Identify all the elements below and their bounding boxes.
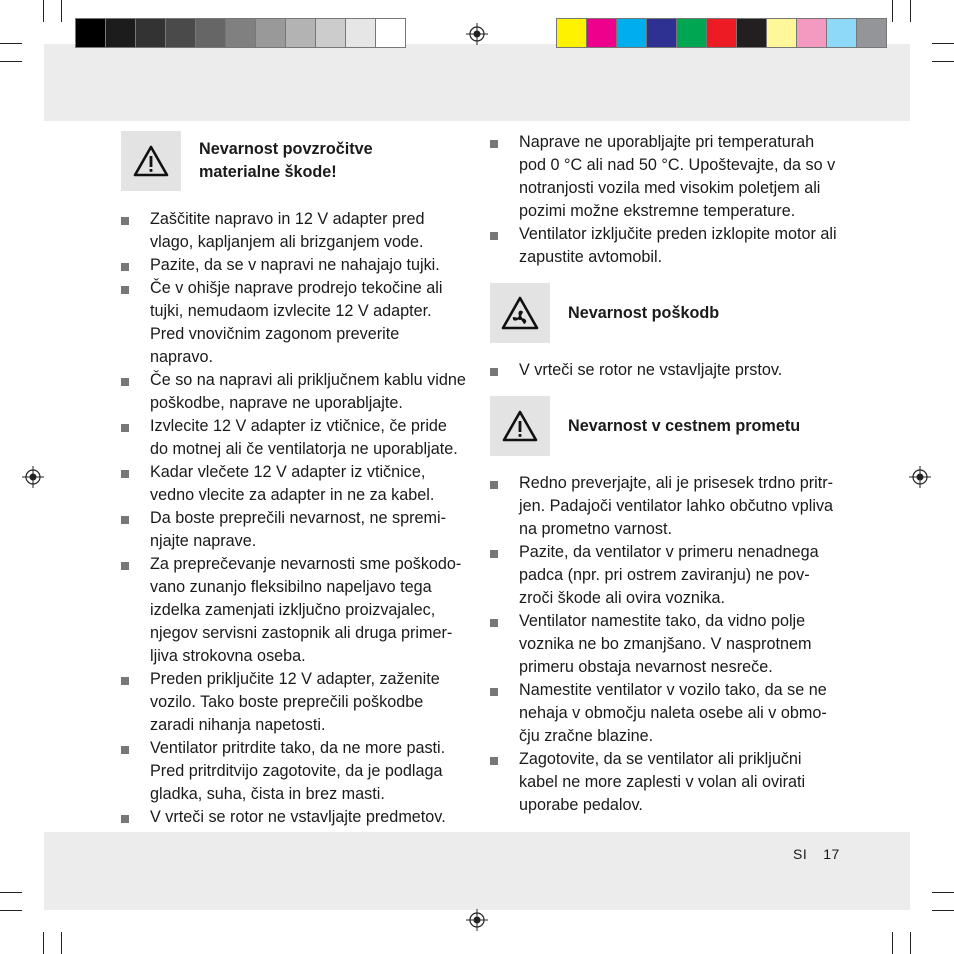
list-item <box>121 737 466 806</box>
square-bullet-icon <box>490 688 498 696</box>
crop-mark <box>61 0 62 22</box>
registration-mark-icon <box>22 466 44 488</box>
color-swatch <box>826 18 857 48</box>
list-item <box>121 553 466 668</box>
list-item-text: Preden priključite 12 V adapter, zaženite vozilo. Tako boste preprečili poškodbe zaradi nihanja napetosti. <box>150 670 440 734</box>
material-damage-warning <box>121 131 466 191</box>
bottom-band <box>44 832 910 910</box>
list-item-text: Če v ohišje naprave prodrejo tekočine ali tujki, nemudaom izvlecite 12 V adapter. Pred vnovičnim zagonom preverite napravo. <box>150 279 443 366</box>
color-swatch <box>225 18 256 48</box>
square-bullet-icon <box>121 677 129 685</box>
color-swatch <box>766 18 797 48</box>
right-bullet-list-top <box>490 131 840 269</box>
square-bullet-icon <box>490 232 498 240</box>
color-swatch <box>736 18 767 48</box>
square-bullet-icon <box>121 470 129 478</box>
list-item <box>121 461 466 507</box>
list-item <box>121 254 466 277</box>
list-item <box>121 806 466 829</box>
color-swatch <box>616 18 647 48</box>
color-swatch <box>646 18 677 48</box>
square-bullet-icon <box>490 550 498 558</box>
crop-mark <box>932 892 954 893</box>
list-item <box>490 748 840 817</box>
page-number-value: 17 <box>823 846 840 862</box>
color-swatch <box>315 18 346 48</box>
list-item-text: Pazite, da se v napravi ne nahajajo tujki. <box>150 256 440 274</box>
warning-icon-box <box>490 396 550 456</box>
color-swatch <box>255 18 286 48</box>
list-item <box>121 507 466 553</box>
list-item <box>490 223 840 269</box>
crop-mark <box>932 910 954 911</box>
list-item <box>490 472 840 541</box>
color-calibration-strip <box>556 18 886 48</box>
square-bullet-icon <box>121 562 129 570</box>
list-item <box>121 277 466 369</box>
right-column <box>490 131 840 817</box>
square-bullet-icon <box>121 263 129 271</box>
color-swatch <box>195 18 226 48</box>
left-column <box>121 131 466 829</box>
color-swatch <box>556 18 587 48</box>
language-code: SI <box>793 846 808 862</box>
list-item-text: Ventilator namestite tako, da vidno polje voznika ne bo zmanjšano. V nasprotnem primeru obstaja nevarnost nesreče. <box>519 612 812 676</box>
list-item <box>490 541 840 610</box>
list-item <box>121 208 466 254</box>
list-item <box>490 131 840 223</box>
list-item-text: Da boste preprečili nevarnost, ne spremi- njajte naprave. <box>150 509 447 550</box>
registration-mark-icon <box>909 466 931 488</box>
crop-mark <box>0 910 22 911</box>
grayscale-calibration-strip <box>75 18 405 48</box>
list-item-text: Ventilator pritrdite tako, da ne more pasti. Pred pritrditvijo zagotovite, da je podlaga gladka, suha, čista in brez masti. <box>150 739 446 803</box>
color-swatch <box>706 18 737 48</box>
square-bullet-icon <box>490 619 498 627</box>
color-swatch <box>796 18 827 48</box>
color-swatch <box>586 18 617 48</box>
warning-icon-box <box>121 131 181 191</box>
list-item <box>490 610 840 679</box>
right-bullet-list-traffic <box>490 472 840 817</box>
color-swatch <box>165 18 196 48</box>
square-bullet-icon <box>490 140 498 148</box>
list-item <box>121 369 466 415</box>
registration-mark-icon <box>466 23 488 45</box>
page-number <box>793 846 840 862</box>
color-swatch <box>856 18 887 48</box>
warning-title: Nevarnost poškodb <box>568 303 720 322</box>
list-item <box>121 668 466 737</box>
crop-mark <box>892 0 893 22</box>
crop-mark <box>910 932 911 954</box>
list-item-text: Če so na napravi ali priključnem kablu vidne poškodbe, naprave ne uporabljajte. <box>150 371 466 412</box>
crop-mark <box>43 0 44 22</box>
list-item-text: Naprave ne uporabljajte pri temperaturah pod 0 °C ali nad 50 °C. Upoštevajte, da so v notranjosti vozila med visokim poletjem ali pozimi možne ekstremne temperature. <box>519 133 836 220</box>
list-item-text: Kadar vlečete 12 V adapter iz vtičnice, vedno vlecite za adapter in ne za kabel. <box>150 463 435 504</box>
list-item-text: Ventilator izključite preden izklopite motor ali zapustite avtomobil. <box>519 225 837 266</box>
color-swatch <box>345 18 376 48</box>
square-bullet-icon <box>490 481 498 489</box>
square-bullet-icon <box>121 378 129 386</box>
crop-mark <box>0 43 22 44</box>
traffic-warning <box>490 396 840 456</box>
list-item <box>490 359 840 382</box>
crop-mark <box>932 61 954 62</box>
square-bullet-icon <box>121 424 129 432</box>
warning-triangle-icon <box>133 145 169 177</box>
list-item-text: Za preprečevanje nevarnosti sme poškodo- vano zunanjo fleksibilno napeljavo tega izdelka zamenjati izključno proizvajalec, njegov servisni zastopnik ali druga primer- ljiva strokovna oseba. <box>150 555 462 665</box>
color-swatch <box>135 18 166 48</box>
square-bullet-icon <box>121 815 129 823</box>
crop-mark <box>43 932 44 954</box>
right-bullet-list-injury <box>490 359 840 382</box>
square-bullet-icon <box>121 217 129 225</box>
list-item-text: V vrteči se rotor ne vstavljajte prstov. <box>519 361 783 379</box>
list-item <box>121 415 466 461</box>
list-item-text: Zaščitite napravo in 12 V adapter pred vlago, kapljanjem ali brizganjem vode. <box>150 210 425 251</box>
list-item-text: Namestite ventilator v vozilo tako, da se ne nehaja v območju naleta osebe ali v obmo- čju zračne blazine. <box>519 681 827 745</box>
color-swatch <box>285 18 316 48</box>
crop-mark <box>0 892 22 893</box>
crop-mark <box>910 0 911 22</box>
warning-icon-box <box>490 283 550 343</box>
list-item-text: Izvlecite 12 V adapter iz vtičnice, če pride do motnej ali če ventilatorja ne uporabljate. <box>150 417 458 458</box>
square-bullet-icon <box>490 368 498 376</box>
color-swatch <box>676 18 707 48</box>
square-bullet-icon <box>121 286 129 294</box>
warning-title: Nevarnost v cestnem prometu <box>568 416 801 435</box>
crop-mark <box>61 932 62 954</box>
top-band <box>44 44 910 121</box>
crop-mark <box>0 61 22 62</box>
square-bullet-icon <box>121 516 129 524</box>
injury-warning <box>490 283 840 343</box>
warning-title-line: materialne škode! <box>199 163 337 181</box>
list-item-text: Zagotovite, da se ventilator ali priključni kabel ne more zaplesti v volan ali ovirati uporabe pedalov. <box>519 750 806 814</box>
warning-title <box>199 138 373 184</box>
list-item-text: Pazite, da ventilator v primeru nenadnega padca (npr. pri ostrem zaviranju) ne pov- zroči škode ali ovira voznika. <box>519 543 819 607</box>
left-bullet-list <box>121 208 466 829</box>
registration-mark-icon <box>466 909 488 931</box>
warning-title-line: Nevarnost povzročitve <box>199 140 373 158</box>
color-swatch <box>105 18 136 48</box>
crop-mark <box>892 932 893 954</box>
color-swatch <box>75 18 106 48</box>
square-bullet-icon <box>490 757 498 765</box>
list-item-text: Redno preverjajte, ali je prisesek trdno pritr- jen. Padajoči ventilator lahko občutno vpliva na prometno varnost. <box>519 474 834 538</box>
warning-triangle-icon <box>502 410 538 442</box>
fan-hazard-icon <box>501 296 539 330</box>
list-item <box>490 679 840 748</box>
square-bullet-icon <box>121 746 129 754</box>
crop-mark <box>932 43 954 44</box>
list-item-text: V vrteči se rotor ne vstavljajte predmetov. <box>150 808 446 826</box>
color-swatch <box>375 18 406 48</box>
